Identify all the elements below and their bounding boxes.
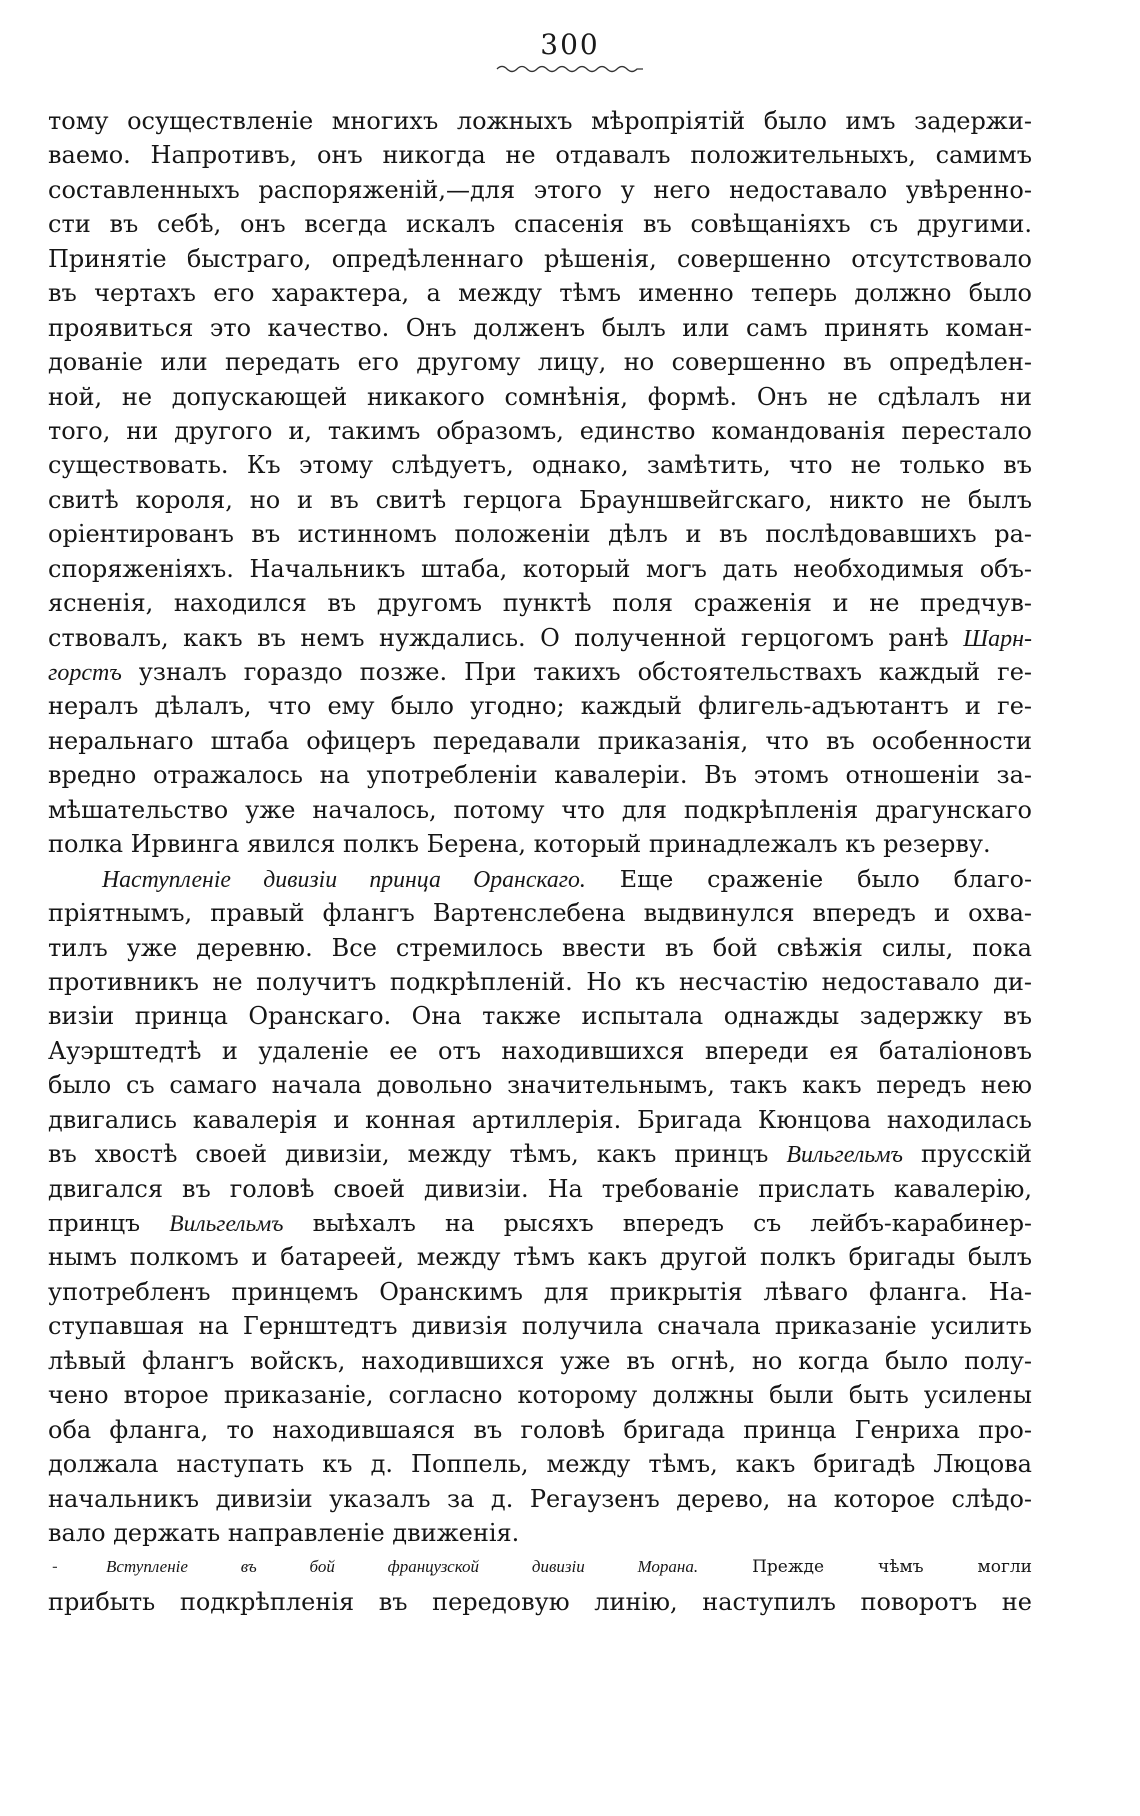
line-text: принцъ	[48, 1209, 170, 1237]
text-line: тилъ уже деревню. Все стремилось ввести въ бой свѣжія силы, пока	[48, 933, 1032, 962]
text-line: составленныхъ распоряженій,—для этого у него недоставало увѣренно-	[48, 175, 1032, 204]
line-text: Еще сраженіе было благо-	[585, 864, 1032, 893]
text-line: споряженіяхъ. Начальникъ штаба, который могъ дать необходимыя объ-	[48, 554, 1032, 583]
text-line: неральнаго штаба офицеръ передавали приказанія, что въ особенности	[48, 726, 1032, 755]
text-line: начальникъ дивизіи указалъ за д. Регаузенъ дерево, на которое слѣдо-	[48, 1484, 1032, 1513]
page-header	[0, 28, 1140, 74]
text-line	[48, 621, 1032, 655]
text-line	[48, 1137, 1032, 1171]
text-line: чено второе приказаніе, согласно которому должны были быть усилены	[48, 1381, 1032, 1410]
text-line: оріентированъ въ истинномъ положеніи дѣлъ и въ послѣдовавшихъ ра-	[48, 520, 1032, 549]
text-line: двигался въ головѣ своей дивизіи. На требованіе прислать кавалерію,	[48, 1174, 1032, 1203]
section-heading-orange-division: Наступленіе дивизіи принца Оранскаго.	[102, 866, 586, 893]
text-line: противникъ не получитъ подкрѣпленій. Но къ несчастію недоставало ди-	[48, 967, 1032, 996]
italic-name-wilhelm: Вильгельмъ	[786, 1142, 903, 1169]
margin-dash-mark: -	[52, 1557, 58, 1578]
text-line: тому осуществленіе многихъ ложныхъ мѣропріятій было имъ задержи-	[48, 107, 1032, 135]
text-line	[48, 655, 1032, 689]
line-text: ствовалъ, какъ въ немъ нуждались. О полученной герцогомъ ранѣ	[48, 623, 964, 652]
text-line: пріятнымъ, правый флангъ Вартенслебена выдвинулся впередъ и охва-	[48, 899, 1032, 928]
text-line: ной, не допускающей никакого сомнѣнія, формѣ. Онъ не сдѣлалъ ни	[48, 382, 1032, 411]
text-line: проявиться это качество. Онъ долженъ былъ или самъ принять коман-	[48, 313, 1032, 342]
text-line	[48, 1206, 1032, 1240]
paragraph-3	[48, 1550, 1032, 1619]
body-text	[48, 104, 1032, 1619]
paragraph-1	[48, 104, 1032, 862]
text-line: вало держать направленіе движенія.	[48, 1518, 520, 1547]
text-line: полка Ирвинга явился полкъ Берена, который принадлежалъ къ резерву.	[48, 830, 991, 859]
text-line: ваемо. Напротивъ, онъ никогда не отдавалъ положительныхъ, самимъ	[48, 141, 1032, 170]
text-line: прибыть подкрѣпленія въ передовую линію, наступилъ поворотъ не	[48, 1587, 1032, 1616]
text-line: Принятіе быстраго, опредѣленнаго рѣшенія, совершенно отсутствовало	[48, 244, 1032, 273]
text-line: нералъ дѣлалъ, что ему было угодно; каждый флигель-адъютантъ и ге-	[48, 692, 1032, 721]
italic-name-scharnhorst-cont: горстъ	[48, 660, 122, 686]
text-line: вредно отражалось на употребленіи кавалеріи. Въ этомъ отношеніи за-	[48, 761, 1032, 790]
text-line: существовать. Къ этому слѣдуетъ, однако, замѣтить, что не только въ	[48, 451, 1032, 480]
line-text: Прежде чѣмъ могли	[698, 1557, 1032, 1578]
section-heading-morand-division: Вступленіе въ бой французской дивизіи Морана.	[106, 1557, 699, 1577]
text-line: лѣвый флангъ войскъ, находившихся уже въ огнѣ, но когда было полу-	[48, 1346, 1032, 1375]
text-line: оба фланга, то находившаяся въ головѣ бригада принца Генриха про-	[48, 1415, 1032, 1444]
text-line: того, ни другого и, такимъ образомъ, единство командованія перестало	[48, 416, 1032, 445]
text-line: ступавшая на Гернштедтъ дивизія получила сначала приказаніе усилить	[48, 1312, 1032, 1341]
text-line: сти въ себѣ, онъ всегда искалъ спасенія въ совѣщаніяхъ съ другими.	[48, 210, 1032, 239]
line-text: прусскій	[902, 1140, 1032, 1169]
text-line: свитѣ короля, но и въ свитѣ герцога Брауншвейгскаго, никто не былъ	[48, 485, 1032, 514]
text-line: мѣшательство уже началось, потому что для подкрѣпленія драгунскаго	[48, 795, 1032, 824]
text-line: должала наступать къ д. Поппель, между тѣмъ, какъ бригадѣ Люцова	[48, 1450, 1032, 1479]
text-line: дованіе или передать его другому лицу, но совершенно въ опредѣлен-	[48, 348, 1032, 377]
text-line: двигались кавалерія и конная артиллерія. Бригада Кюнцова находилась	[48, 1105, 1032, 1134]
text-line: употребленъ принцемъ Оранскимъ для прикрытія лѣваго фланга. На-	[48, 1277, 1032, 1306]
text-line	[48, 862, 1032, 896]
text-line	[48, 1550, 1032, 1584]
text-line: Ауэрштедтѣ и удаленіе ее отъ находившихся впереди ея баталіоновъ	[48, 1036, 1032, 1065]
text-line: нымъ полкомъ и батареей, между тѣмъ какъ другой полкъ бригады былъ	[48, 1243, 1032, 1272]
text-line: въ чертахъ его характера, а между тѣмъ именно теперь должно было	[48, 279, 1032, 308]
line-text: выѣхалъ на рысяхъ впередъ съ лейбъ-карабинер-	[283, 1209, 1032, 1237]
text-line: было съ самаго начала довольно значительнымъ, такъ какъ передъ нею	[48, 1071, 1032, 1100]
line-text: въ хвостѣ своей дивизіи, между тѣмъ, какъ принцъ	[48, 1140, 787, 1169]
text-line: визіи принца Оранскаго. Она также испытала однажды задержку въ	[48, 1002, 1032, 1031]
page-number: 300	[540, 28, 600, 61]
italic-name-scharnhorst: Шарн-	[963, 625, 1032, 652]
wavy-rule-ornament	[495, 64, 645, 74]
italic-name-wilhelm: Вильгельмъ	[169, 1211, 284, 1237]
paragraph-2	[48, 862, 1032, 1551]
line-text: узналъ гораздо позже. При такихъ обстоятельствахъ каждый ге-	[121, 658, 1032, 686]
text-line: ясненія, находился въ другомъ пунктѣ поля сраженія и не предчув-	[48, 589, 1032, 618]
